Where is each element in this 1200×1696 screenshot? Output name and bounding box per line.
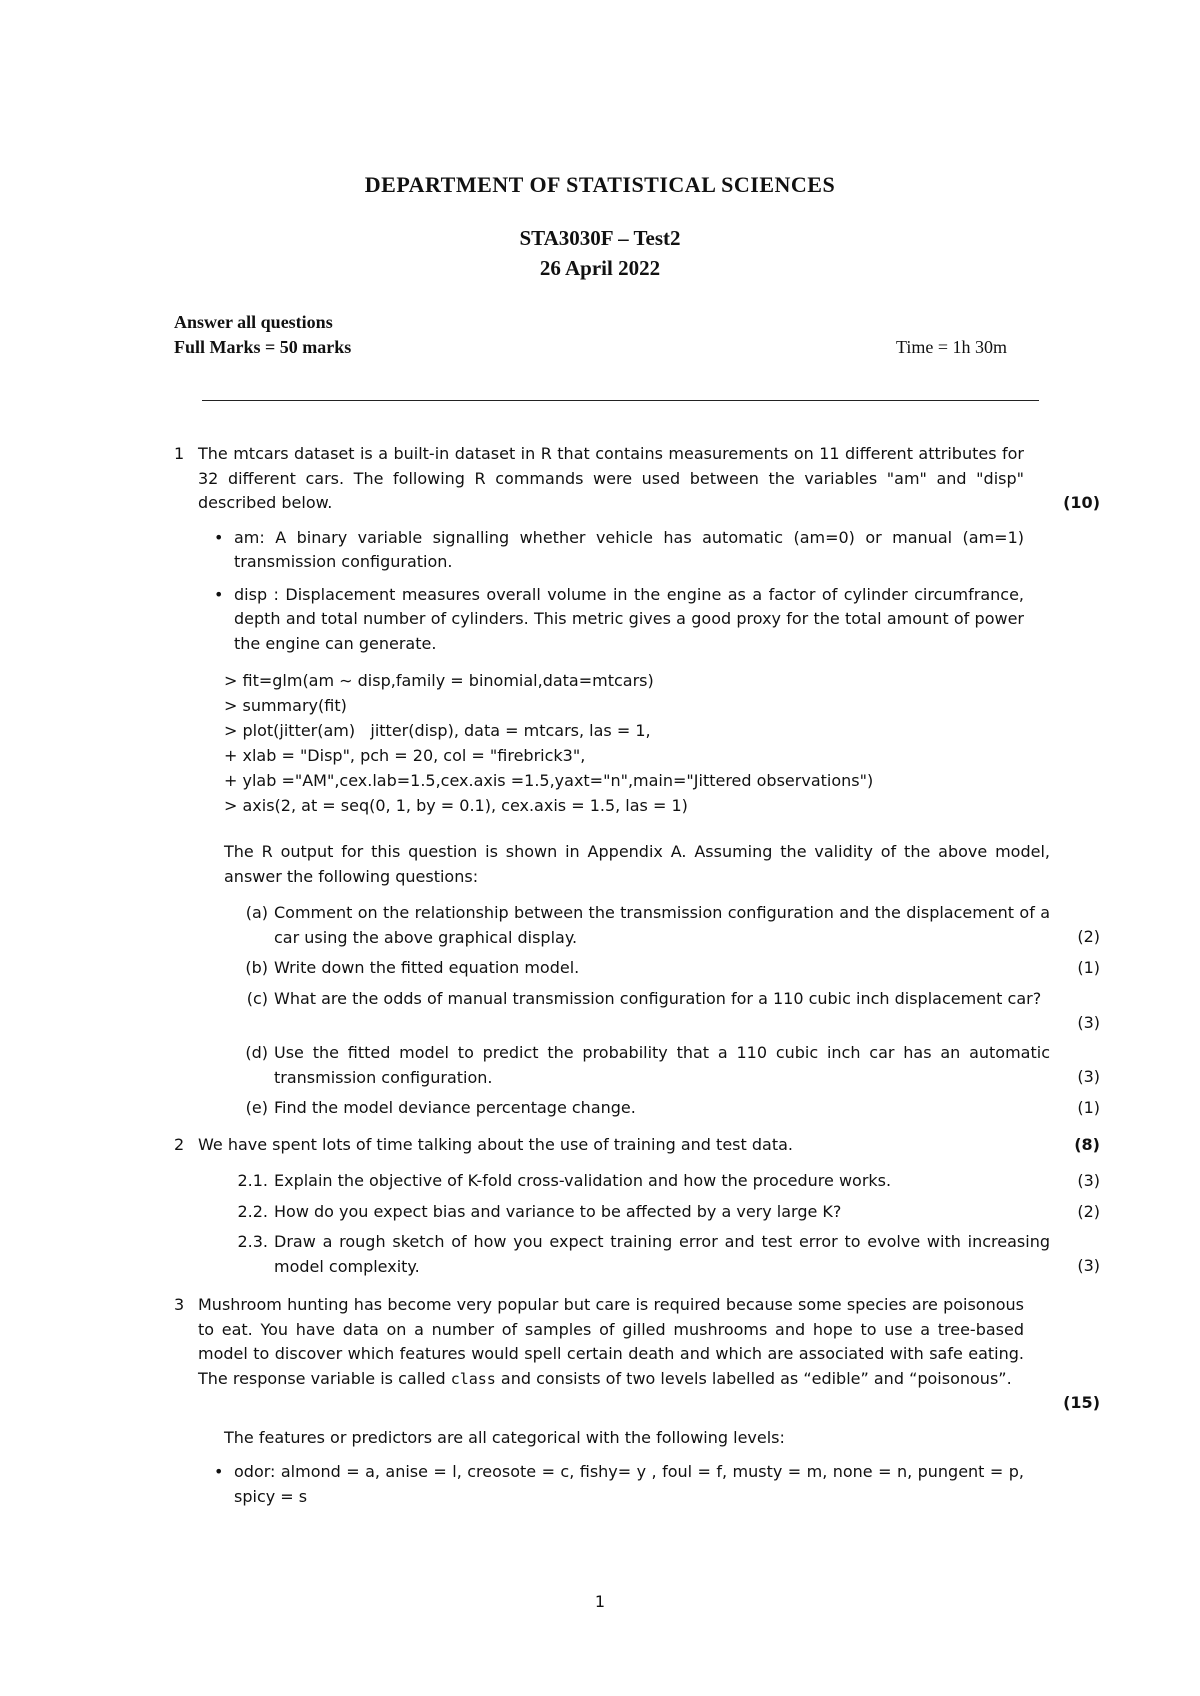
sub-text: Write down the fitted equation model. <box>274 958 580 977</box>
instructions: Answer all questions <box>174 312 333 332</box>
sub-text: What are the odds of manual transmission configuration for a 110 cubic inch displacement car? <box>274 988 1042 1008</box>
sub-marks: (3) <box>1077 1256 1100 1275</box>
sub-label: 2.3. <box>237 1232 268 1251</box>
question-marks: (8) <box>1074 1134 1100 1154</box>
code-line: + ylab ="AM",cex.lab=1.5,cex.axis =1.5,yaxt="n",main="Jittered observations") <box>224 771 874 790</box>
bullet-item <box>214 583 1100 657</box>
sub-text: Explain the objective of K-fold cross-validation and how the procedure works. <box>274 1171 892 1190</box>
bullet-text: disp : Displacement measures overall volume in the engine as a factor of cylinder circumfrance, depth and total number of cylinders. This metric gives a good proxy for the total amount of power the engine can generate. <box>234 584 1024 653</box>
question-text: We have spent lots of time talking about the use of training and test data. <box>198 1134 793 1154</box>
sub-label: (c) <box>246 988 268 1008</box>
sub-question <box>224 1096 1100 1121</box>
sub-text: Comment on the relationship between the transmission configuration and the displacement of a car using the above graphical display. <box>274 903 1050 947</box>
followup-text: The R output for this question is shown in Appendix A. Assuming the validity of the above model, answer the following questions: <box>224 842 1050 886</box>
bullet-text: am: A binary variable signalling whether vehicle has automatic (am=0) or manual (am=1) transmission configuration. <box>234 527 1024 571</box>
response-variable-code: class <box>450 1369 496 1388</box>
question-text: The mtcars dataset is a built-in dataset in R that contains measurements on 11 different attributes for 32 different cars. The following R commands were used between the variables "am" and "disp" described below. <box>198 444 1024 512</box>
question-marks: (15) <box>1063 1393 1100 1412</box>
sub-question <box>224 1041 1100 1090</box>
bullet-item <box>214 1460 1100 1509</box>
code-line: + xlab = "Disp", pch = 20, col = "firebrick3", <box>224 746 586 765</box>
question-marks: (10) <box>1063 493 1100 512</box>
question-text-part: and consists of two levels labelled as “edible” and “poisonous”. <box>495 1368 1012 1388</box>
sub-label: 2.1. <box>237 1171 268 1190</box>
sub-text: Find the model deviance percentage change. <box>274 1098 636 1117</box>
question-number: 2 <box>174 1134 185 1154</box>
sub-label: 2.2. <box>237 1201 268 1221</box>
bullet-icon: • <box>214 1462 224 1481</box>
sub-marks: (1) <box>1077 1098 1100 1117</box>
sub-question <box>224 1169 1100 1194</box>
bullet-icon: • <box>214 527 224 547</box>
time-allowed: Time = 1h 30m <box>896 337 1008 357</box>
sub-marks: (3) <box>1077 1171 1100 1190</box>
question-1 <box>174 442 1100 516</box>
sub-text: Use the fitted model to predict the probability that a 110 cubic inch car has an automatic transmission configuration. <box>274 1043 1050 1087</box>
sub-marks: (1) <box>1077 958 1100 977</box>
question-text-part: Mushroom hunting has become very popular but care is required because some species are poisonous to eat. You have data on a number of samples of gilled mushrooms and hope to use a tree-based model to discover which features would spell certain death and which are associated with safe eating. The response variable is called <box>198 1295 1024 1388</box>
sub-marks: (3) <box>1077 1067 1100 1086</box>
department-title: DEPARTMENT OF STATISTICAL SCIENCES <box>364 172 836 197</box>
sub-text: Draw a rough sketch of how you expect training error and test error to evolve with increasing model complexity. <box>274 1232 1050 1276</box>
code-line: > fit=glm(am ∼ disp,family = binomial,data=mtcars) <box>224 671 654 690</box>
sub-marks: (3) <box>1077 1012 1100 1032</box>
question-number: 3 <box>174 1295 185 1314</box>
sub-marks: (2) <box>1077 927 1100 946</box>
sub-marks: (2) <box>1077 1201 1100 1221</box>
course-title: STA3030F – Test2 <box>519 226 681 250</box>
sub-label: (e) <box>245 1098 268 1117</box>
question-number: 1 <box>174 444 185 463</box>
code-line: > axis(2, at = seq(0, 1, by = 0.1), cex.axis = 1.5, las = 1) <box>224 796 688 815</box>
sub-label: (d) <box>245 1043 268 1062</box>
bullet-icon: • <box>214 584 224 604</box>
question-text <box>198 1293 1024 1391</box>
sub-question <box>224 901 1100 950</box>
sub-label: (a) <box>245 903 268 922</box>
header-divider <box>202 400 1039 401</box>
sub-question <box>224 1230 1100 1279</box>
bullet-item <box>214 526 1100 575</box>
features-intro: The features or predictors are all categorical with the following levels: <box>224 1427 785 1447</box>
bullet-text: odor: almond = a, anise = l, creosote = c, fishy= y , foul = f, musty = m, none = n, pungent = p, spicy = s <box>234 1462 1024 1506</box>
sub-question <box>224 987 1100 1036</box>
full-marks: Full Marks = 50 marks <box>174 337 352 357</box>
sub-text: How do you expect bias and variance to be affected by a very large K? <box>274 1201 842 1221</box>
sub-label: (b) <box>245 958 268 977</box>
code-line: > plot(jitter(am) jitter(disp), data = mtcars, las = 1, <box>224 721 651 740</box>
sub-question <box>224 956 1100 981</box>
exam-date: 26 April 2022 <box>539 256 661 280</box>
question-3 <box>174 1293 1100 1416</box>
question-2 <box>174 1133 1100 1158</box>
sub-question <box>224 1200 1100 1225</box>
exam-body <box>174 442 1100 1509</box>
code-line: > summary(fit) <box>224 696 347 715</box>
page-number: 1 <box>594 1592 606 1611</box>
